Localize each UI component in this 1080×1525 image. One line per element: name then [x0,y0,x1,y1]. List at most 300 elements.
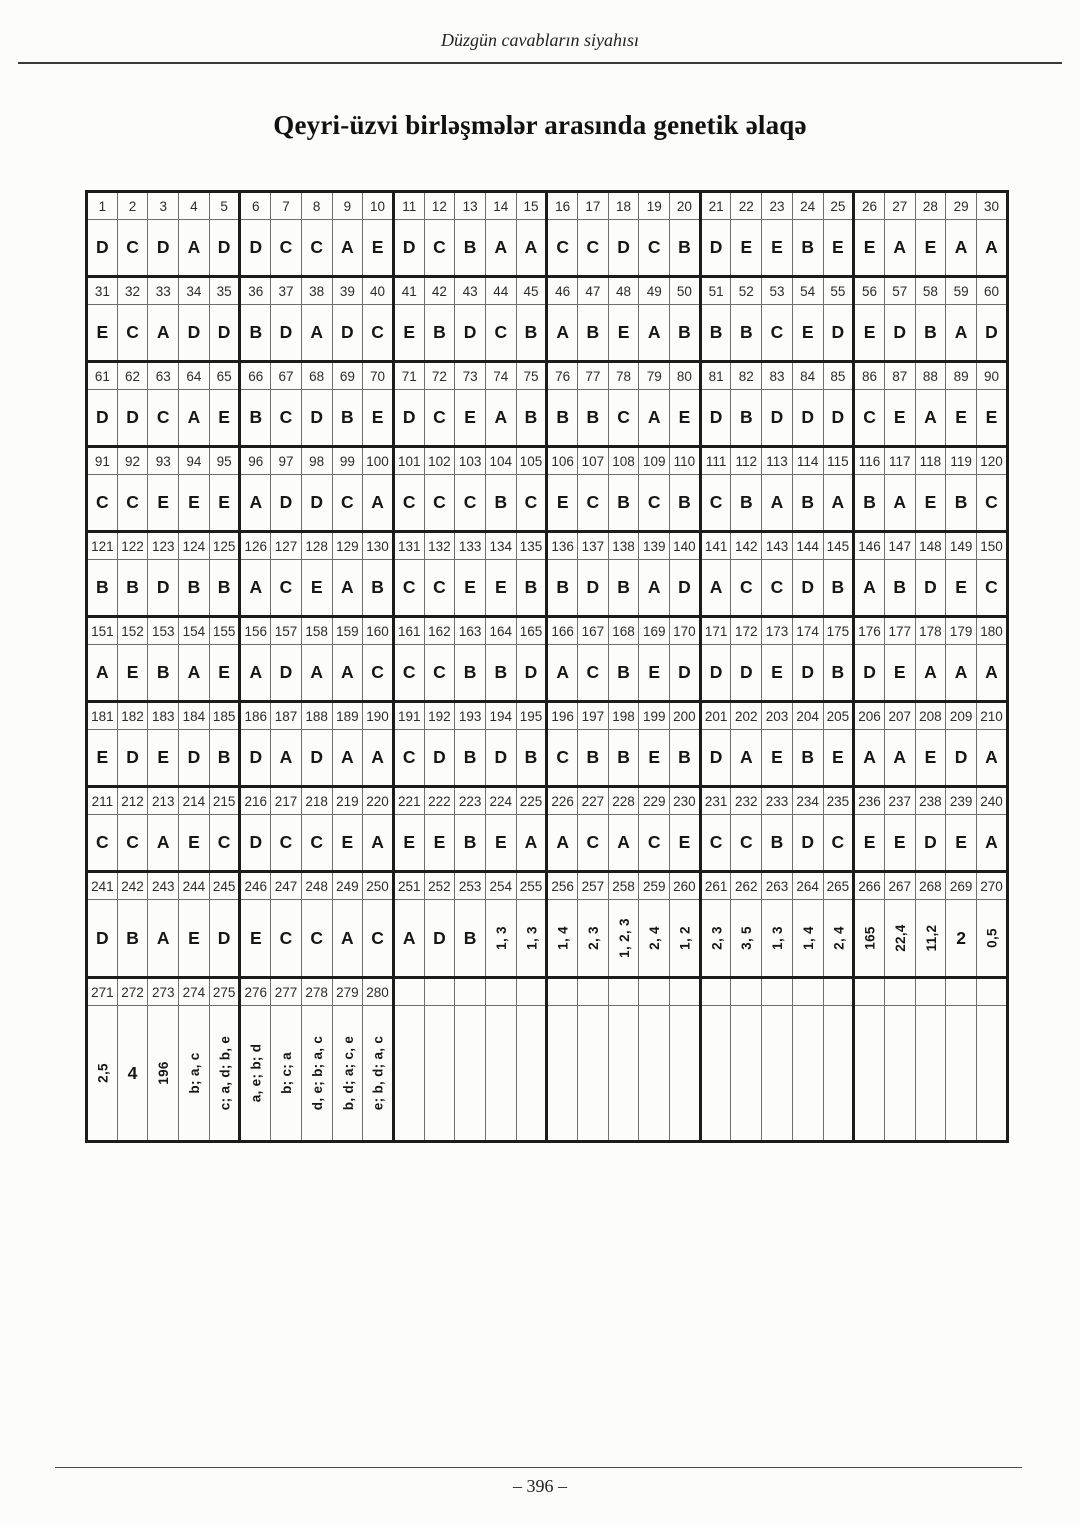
answer-cell: C [363,900,394,978]
rotated-answer-text: 22,4 [892,924,908,952]
question-number [578,978,609,1006]
answer-cell: B [578,305,609,362]
footer-rule [55,1467,1022,1468]
answer-cell: E [209,390,240,447]
question-number: 239 [946,787,977,815]
question-number: 137 [578,532,609,560]
question-number: 45 [516,277,547,305]
question-number: 11 [393,192,424,220]
question-number: 7 [271,192,302,220]
question-number: 21 [700,192,731,220]
answer-cell: A [946,645,977,702]
answer-cell: A [179,220,210,277]
answer-cell: A [393,900,424,978]
question-number [762,978,793,1006]
answer-cell: C [578,475,609,532]
question-number [393,978,424,1006]
question-number: 169 [639,617,670,645]
answer-cell: B [670,475,701,532]
answer-cell: E [363,390,394,447]
answer-cell: B [608,730,639,787]
question-number-row [87,362,1008,390]
question-number: 66 [240,362,271,390]
question-number: 16 [547,192,578,220]
question-number: 125 [209,532,240,560]
answer-cell: C [209,815,240,872]
answer-cell: A [547,305,578,362]
answer-cell [823,1006,854,1142]
question-number-row [87,978,1008,1006]
question-number [670,978,701,1006]
question-number: 272 [117,978,148,1006]
answer-cell: E [639,730,670,787]
question-number: 36 [240,277,271,305]
answer-cell: D [301,475,332,532]
answer-cell: B [332,390,363,447]
rotated-answer-text: 1, 2, 3 [616,918,632,958]
question-number: 12 [424,192,455,220]
question-number: 268 [915,872,946,900]
answer-cell: E [240,900,271,978]
question-number: 277 [271,978,302,1006]
answer-cell: C [271,220,302,277]
question-number: 39 [332,277,363,305]
answer-cell: E [455,390,486,447]
answer-cell [792,1006,823,1142]
question-number: 248 [301,872,332,900]
answer-cell: C [578,220,609,277]
answer-cell: A [485,220,516,277]
answer-cell: C [731,560,762,617]
question-number: 14 [485,192,516,220]
question-number: 60 [976,277,1007,305]
answer-cell: D [87,900,118,978]
question-number: 217 [271,787,302,815]
question-number-row [87,702,1008,730]
question-number: 96 [240,447,271,475]
question-number: 31 [87,277,118,305]
answer-cell: E [148,730,179,787]
answer-cell: C [117,305,148,362]
question-number: 265 [823,872,854,900]
answer-cell: C [363,305,394,362]
question-number: 237 [884,787,915,815]
question-number: 23 [762,192,793,220]
answer-cell: B [762,815,793,872]
question-number: 139 [639,532,670,560]
question-number: 122 [117,532,148,560]
question-number: 151 [87,617,118,645]
answer-cell [762,1006,793,1142]
answer-cell: B [670,220,701,277]
answer-cell: A [332,730,363,787]
question-number: 50 [670,277,701,305]
answer-cell: D [946,730,977,787]
question-number: 145 [823,532,854,560]
answer-cell: E [179,900,210,978]
answer-cell: C [424,645,455,702]
answer-cell: C [271,560,302,617]
question-number: 242 [117,872,148,900]
question-number: 131 [393,532,424,560]
question-number: 250 [363,872,394,900]
answer-cell: B [516,305,547,362]
question-number: 10 [363,192,394,220]
question-number: 260 [670,872,701,900]
question-number: 46 [547,277,578,305]
answer-cell [393,1006,424,1142]
question-number: 204 [792,702,823,730]
answer-cell: A [363,730,394,787]
answer-cell: B [547,560,578,617]
answer-cell: A [516,815,547,872]
answer-cell: D [700,645,731,702]
answer-cell: B [516,730,547,787]
question-number: 259 [639,872,670,900]
question-number: 120 [976,447,1007,475]
question-number: 114 [792,447,823,475]
answer-cell: B [485,475,516,532]
answer-cell: E [823,730,854,787]
question-number: 247 [271,872,302,900]
question-number: 279 [332,978,363,1006]
answer-cell: B [946,475,977,532]
question-number: 92 [117,447,148,475]
question-number: 70 [363,362,394,390]
answer-cell [700,1006,731,1142]
answer-cell: A [332,645,363,702]
answer-cell: D [485,730,516,787]
question-number: 104 [485,447,516,475]
answer-cell [485,1006,516,1142]
answer-cell [884,1006,915,1142]
question-number: 112 [731,447,762,475]
rotated-answer-text: 11,2 [922,924,938,952]
question-number: 170 [670,617,701,645]
answer-cell: C [516,475,547,532]
question-number: 44 [485,277,516,305]
question-number: 255 [516,872,547,900]
question-number: 142 [731,532,762,560]
rotated-answer-text: 2, 3 [708,926,724,950]
question-number: 278 [301,978,332,1006]
answer-cell: B [670,305,701,362]
answer-cell: D [179,305,210,362]
question-number: 65 [209,362,240,390]
answer-cell: B [455,815,486,872]
question-number: 231 [700,787,731,815]
answer-cell: D [301,730,332,787]
answer-cell: C [271,900,302,978]
question-number: 200 [670,702,701,730]
question-number [854,978,885,1006]
question-number: 133 [455,532,486,560]
answer-cell: A [700,560,731,617]
answer-cell: A [915,645,946,702]
answer-cell: B [516,390,547,447]
question-number: 266 [854,872,885,900]
rotated-answer-text: d, e; b; a, c [309,1035,325,1111]
answer-cell: D [792,390,823,447]
question-number: 80 [670,362,701,390]
answer-cell: D [240,730,271,787]
answer-cell [731,1006,762,1142]
answer-cell: D [148,560,179,617]
answer-cell: A [884,220,915,277]
question-number: 262 [731,872,762,900]
answer-cell: E [424,815,455,872]
answer-cell: D [608,220,639,277]
answer-cell: B [240,390,271,447]
question-number: 276 [240,978,271,1006]
question-number-row [87,617,1008,645]
question-number: 159 [332,617,363,645]
answer-cell: A [547,645,578,702]
question-number: 206 [854,702,885,730]
answer-cell: A [854,560,885,617]
answer-cell: B [424,305,455,362]
question-number: 25 [823,192,854,220]
answer-cell: D [393,390,424,447]
answer-row [87,900,1008,978]
answer-cell: D [87,390,118,447]
question-number: 161 [393,617,424,645]
question-number [976,978,1007,1006]
rotated-answer-text: a, e; b; d [248,1043,264,1103]
question-number: 157 [271,617,302,645]
answer-cell: E [854,220,885,277]
question-number: 154 [179,617,210,645]
question-number: 110 [670,447,701,475]
question-number: 244 [179,872,210,900]
answer-row [87,220,1008,277]
question-number: 6 [240,192,271,220]
rotated-answer-text: 1, 4 [555,926,571,950]
rotated-answer-text: 2,5 [94,1063,110,1083]
question-number: 126 [240,532,271,560]
question-number: 121 [87,532,118,560]
answer-cell: E [731,220,762,277]
question-number: 191 [393,702,424,730]
question-number: 51 [700,277,731,305]
answer-cell: C [393,475,424,532]
question-number: 77 [578,362,609,390]
rotated-answer-text: 1, 3 [493,926,509,950]
answer-cell: E [670,815,701,872]
question-number: 113 [762,447,793,475]
answer-cell [363,1006,394,1142]
question-number: 63 [148,362,179,390]
answer-cell: E [854,305,885,362]
answer-cell: A [946,220,977,277]
answer-cell: A [823,475,854,532]
question-number: 76 [547,362,578,390]
answer-cell: C [854,390,885,447]
question-number: 29 [946,192,977,220]
answer-cell: A [301,305,332,362]
answer-cell: A [639,390,670,447]
answer-cell [854,1006,885,1142]
question-number: 203 [762,702,793,730]
answer-cell: E [915,220,946,277]
question-number: 186 [240,702,271,730]
answer-cell: E [946,560,977,617]
question-number: 103 [455,447,486,475]
question-number: 258 [608,872,639,900]
answer-cell: B [792,220,823,277]
question-number: 132 [424,532,455,560]
question-number: 224 [485,787,516,815]
question-number: 71 [393,362,424,390]
question-number: 218 [301,787,332,815]
question-number: 138 [608,532,639,560]
question-number: 35 [209,277,240,305]
answer-cell: B [884,560,915,617]
question-number [485,978,516,1006]
answer-cell: D [976,305,1007,362]
answer-cell: C [700,475,731,532]
question-number: 168 [608,617,639,645]
answer-cell: C [547,730,578,787]
question-number: 107 [578,447,609,475]
question-number: 166 [547,617,578,645]
answer-cell: B [915,305,946,362]
answer-cell: E [148,475,179,532]
question-number-row [87,447,1008,475]
question-number: 72 [424,362,455,390]
question-number: 252 [424,872,455,900]
answer-cell [946,1006,977,1142]
answer-cell: C [87,815,118,872]
question-number: 251 [393,872,424,900]
question-number: 30 [976,192,1007,220]
question-number: 134 [485,532,516,560]
answer-cell [915,900,946,978]
question-number: 182 [117,702,148,730]
question-number: 20 [670,192,701,220]
question-number: 87 [884,362,915,390]
question-number: 184 [179,702,210,730]
question-number: 163 [455,617,486,645]
answer-cell: E [87,305,118,362]
answer-cell: D [271,305,302,362]
question-number: 254 [485,872,516,900]
question-number [608,978,639,1006]
answer-cell: A [363,815,394,872]
question-number: 62 [117,362,148,390]
answer-cell: A [976,645,1007,702]
answer-cell: A [271,730,302,787]
question-number: 102 [424,447,455,475]
answer-cell: C [455,475,486,532]
answer-cell: C [301,220,332,277]
page-number: – 396 – [513,1476,567,1496]
question-number: 153 [148,617,179,645]
rotated-answer-text: 2, 4 [646,926,662,950]
answer-cell: E [117,645,148,702]
answer-cell: A [179,645,210,702]
answer-cell: B [578,390,609,447]
question-number [547,978,578,1006]
answer-cell: C [639,220,670,277]
question-number: 89 [946,362,977,390]
question-number: 219 [332,787,363,815]
answer-cell: A [884,730,915,787]
answer-cell: A [179,390,210,447]
question-number: 85 [823,362,854,390]
answer-cell: B [209,730,240,787]
answer-row [87,1006,1008,1142]
answer-cell: E [455,560,486,617]
question-number: 253 [455,872,486,900]
answer-cell: D [179,730,210,787]
answer-cell: C [823,815,854,872]
question-number: 123 [148,532,179,560]
question-number: 274 [179,978,210,1006]
answer-cell: A [240,475,271,532]
answer-cell: C [547,220,578,277]
question-number: 98 [301,447,332,475]
question-number: 222 [424,787,455,815]
answer-key-table [85,190,1009,1143]
rotated-answer-text: 0,5 [983,928,999,948]
question-number: 226 [547,787,578,815]
answer-cell [915,1006,946,1142]
question-number: 24 [792,192,823,220]
question-number: 1 [87,192,118,220]
question-number: 143 [762,532,793,560]
question-number: 235 [823,787,854,815]
answer-cell: D [424,730,455,787]
question-number: 111 [700,447,731,475]
answer-cell [578,1006,609,1142]
answer-cell: C [639,475,670,532]
question-number: 54 [792,277,823,305]
question-number: 269 [946,872,977,900]
question-number: 32 [117,277,148,305]
question-number: 150 [976,532,1007,560]
question-number: 156 [240,617,271,645]
answer-row [87,390,1008,447]
question-number: 227 [578,787,609,815]
answer-cell: E [792,305,823,362]
question-number: 167 [578,617,609,645]
answer-cell: A [731,730,762,787]
question-number: 147 [884,532,915,560]
answer-cell: C [363,645,394,702]
question-number: 82 [731,362,762,390]
answer-row [87,305,1008,362]
answer-cell: A [884,475,915,532]
question-number [424,978,455,1006]
answer-cell: C [424,220,455,277]
answer-cell: E [884,645,915,702]
answer-cell: A [976,730,1007,787]
question-number: 249 [332,872,363,900]
question-number [792,978,823,1006]
answer-cell: E [393,815,424,872]
answer-cell: E [976,390,1007,447]
question-number: 26 [854,192,885,220]
question-number: 18 [608,192,639,220]
answer-cell: C [762,560,793,617]
question-number: 53 [762,277,793,305]
answer-row [87,815,1008,872]
question-number-row [87,532,1008,560]
rotated-answer-text: e; b, d; a, c [370,1035,386,1111]
question-number: 115 [823,447,854,475]
question-number: 19 [639,192,670,220]
